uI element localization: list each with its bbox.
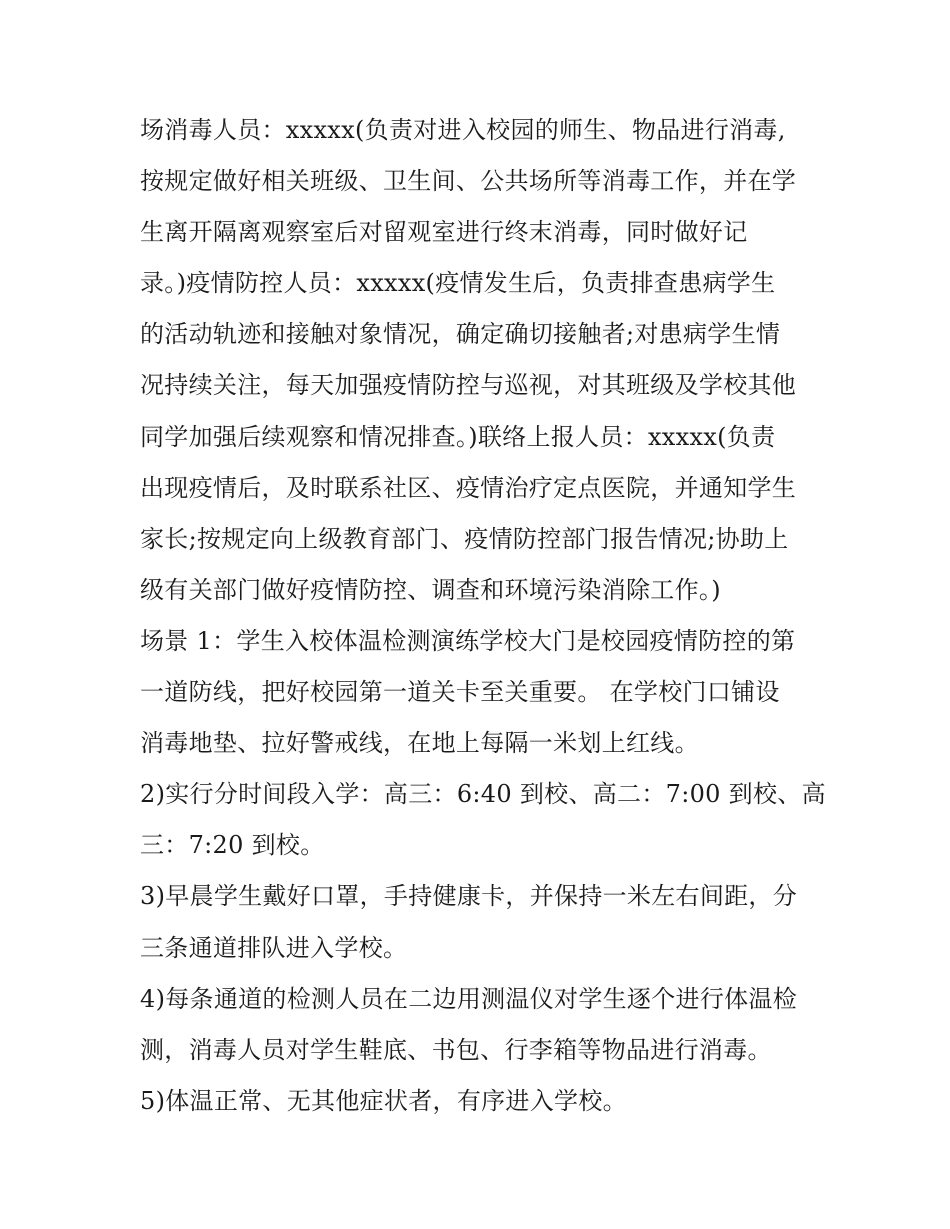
text-line: 5)体温正常、无其他症状者，有序进入学校。 xyxy=(140,1086,627,1115)
text-line: 三条通道排队进入学校。 xyxy=(140,933,408,962)
text-line: 录。)疫情防控人员：xxxxx(疫情发生后，负责排查患病学生 xyxy=(140,269,776,298)
text-line: 的活动轨迹和接触对象情况，确定确切接触者;对患病学生情 xyxy=(140,320,781,349)
text-line: 4)每条通道的检测人员在二边用测温仪对学生逐个进行体温检 xyxy=(140,984,798,1013)
body-text xyxy=(140,105,830,1127)
text-line: 场消毒人员：xxxxx(负责对进入校园的师生、物品进行消毒, xyxy=(140,116,786,144)
text-line: 按规定做好相关班级、卫生间、公共场所等消毒工作，并在学 xyxy=(140,167,797,196)
text-line: 2)实行分时间段入学：高三：6:40 到校、高二：7:00 到校、高 xyxy=(140,780,826,809)
text-line: 同学加强后续观察和情况排查。)联络上报人员：xxxxx(负责 xyxy=(140,422,776,451)
text-line: 消毒地垫、拉好警戒线，在地上每隔一米划上红线。 xyxy=(140,729,699,758)
text-line: 况持续关注，每天加强疫情防控与巡视，对其班级及学校其他 xyxy=(140,371,797,400)
text-line: 家长;按规定向上级教育部门、疫情防控部门报告情况;协助上 xyxy=(140,524,789,553)
text-line: 生离开隔离观察室后对留观室进行终末消毒，同时做好记 xyxy=(140,218,748,247)
text-line: 三：7:20 到校。 xyxy=(140,831,325,860)
text-line: 一道防线，把好校园第一道关卡至关重要。 在学校门口铺设 xyxy=(140,678,780,707)
text-line: 级有关部门做好疫情防控、调查和环境污染消除工作。) xyxy=(140,575,721,604)
text-line: 3)早晨学生戴好口罩，手持健康卡，并保持一米左右间距，分 xyxy=(140,882,798,911)
text-line: 测，消毒人员对学生鞋底、书包、行李箱等物品进行消毒。 xyxy=(140,1035,772,1064)
text-line: 场景 1：学生入校体温检测演练学校大门是校园疫情防控的第 xyxy=(140,626,796,655)
text-line: 出现疫情后，及时联系社区、疫情治疗定点医院，并通知学生 xyxy=(140,473,797,502)
